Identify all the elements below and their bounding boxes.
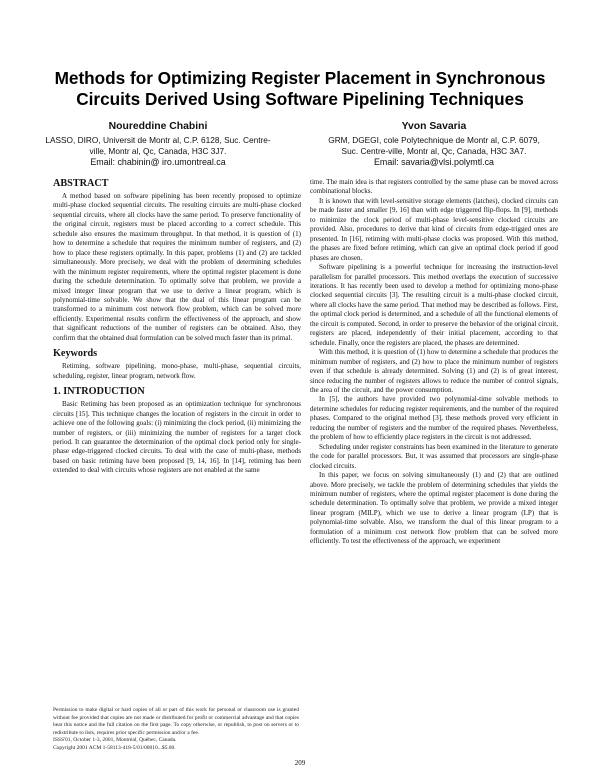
keywords-heading: Keywords (53, 348, 98, 360)
body-paragraph: Scheduling under register constraints has been examined in the literature to generate the code for parallel processors. But, it was assumed that processors are single-phase clocked circuits. (310, 442, 558, 470)
introduction-heading: 1. INTRODUCTION (53, 386, 145, 398)
paper-title (40, 68, 560, 110)
abstract-heading: ABSTRACT (53, 178, 109, 189)
page-number: 209 (294, 759, 306, 767)
body-paragraph: It is known that with level-sensitive storage elements (latches), clocked circuits can be made faster and smaller [9, 16] than with edge triggered flip-flops. In [9], methods to minimize the clock period of multi-phase level-sensitive clocked circuits are provided. Also, procedures to derive that kind of circuits from edge-trigged ones are presented. In [16], retiming with multi-phase clocks was proposed. With this method, the phases are fixed before retiming, which can give an optimal clock period if good phases are chosen. (310, 196, 558, 262)
author-email: Email: chabinin@ iro.umontreal.ca (90, 157, 226, 167)
affiliation-line: LASSO, DIRO, Universit de Montr al, C.P. 6128, Suc. Centre- (45, 135, 271, 145)
author-name: Yvon Savaria (401, 121, 467, 132)
left-column (53, 178, 301, 476)
affiliation-line: GRM, DGEGI, cole Polytechnique de Montr al, C.P. 6079, (328, 135, 540, 145)
introduction-text: Basic Retiming has been proposed as an optimization technique for synchronous circuits [15]. This technique changes the location of registers in the circuit in order to achieve one of the following goals: (i) minimizing the clock period, (ii) minimizing the number of registers, or (iii) minimizing the number of registers for a target clock period. It can guarantee the determination of the optimal clock period only for single-phase edge-triggered clocked circuits. To deal with the case of multi-phase, methods based on basic retiming have been proposed [9, 14, 16]. In [14], retiming has been extended to deal with circuits whose registers are not enabled at the same (53, 400, 301, 475)
body-paragraph: In this paper, we focus on solving simultaneously (1) and (2) that are outlined above. More precisely, we tackle the problem of determining schedules that yields the minimum number of registers, where the optimal register placement is done during the schedule determination. To optimally solve that problem, we provide a mixed integer linear program (MILP), which we use to derive a linear program (LP) that is polynomial-time solvable. Also, we transform the dual of this linear program to a formulation of a minimum cost network flow problem that can be solved more efficiently. To test the effectiveness of the approach, we experiment (310, 471, 558, 546)
copyright-line: Copyright 2001 ACM 1-58113-418-5/01/00010...$5.00. (53, 744, 176, 751)
author-block-1 (28, 120, 288, 168)
body-paragraph: In [5], the authors have provided two polynomial-time solvable methods to determine schedules for reducing register requirements, and the number of the required phases. Compared to the original method [3], these methods proved very efficient in reducing the number of registers and the number of the required phases. Nevertheless, the problem of how to efficiently place registers in the circuit is not addressed. (310, 395, 558, 442)
body-paragraph: With this method, it is question of (1) how to determine a schedule that produces the minimum number of registers, and (2) how to place the minimum number of registers even if that schedule is already determined. Solving (1) and (2) is of great interest, since reducing the number of registers allows to reduce the number of control signals, the area of the circuit, and the power consumption. (310, 348, 558, 394)
keywords-text: Retiming, software pipelining, mono-phase, multi-phase, sequential circuits, scheduling, register, linear program, network flow. (53, 362, 301, 380)
body-paragraph: time. The main idea is that registers controlled by the same phase can be moved across combinational blocks. (310, 178, 558, 196)
author-affiliation (304, 135, 564, 156)
permission-notice (53, 707, 299, 753)
author-email: Email: savaria@vlsi.polymtl.ca (374, 157, 494, 167)
right-column (310, 178, 558, 547)
permission-text: Permission to make digital or hard copies of all or part of this work for personal or classroom use is granted without fee provided that copies are not made or distributed for profit or commercial advantage and that copies bear this notice and the full citation on the first page. To copy otherwise, or republish, to post on servers or to redistribute to lists, requires prior specific permission and/or a fee. (53, 707, 299, 736)
author-name: Noureddine Chabini (108, 121, 208, 132)
affiliation-line: ville, Montr al, Qc, Canada, H3C 3J7. (89, 145, 227, 156)
title-line-2: Circuits Derived Using Software Pipelining Techniques (76, 89, 524, 109)
author-block-2 (304, 120, 564, 168)
body-paragraph: Software pipelining is a powerful technique for increasing the instruction-level parallelism for parallel processors. This method overlaps the execution of successive iterations. It has recently been used to develop a method for optimizing mono-phase clocked sequential circuits [3]. The resulting circuit is a multi-phase clocked circuit, where all clocks have the same period. That method may be described as follows. First, the optimal clock period is determined, and a schedule of all the functional elements of the circuit is computed. Second, in order to preserve the behavior of the original circuit, registers are placed, independently of their initial placement, according to that schedule. Finally, once the registers are placed, the phases are determined. (310, 263, 558, 347)
affiliation-line: Suc. Centre-ville, Montr al, Qc, Canada, H3C 3A7. (341, 145, 527, 156)
author-affiliation (28, 135, 288, 156)
conference-line: ISSS'01, October 1-3, 2001, Montréal, Québec, Canada. (53, 737, 177, 744)
title-line-1: Methods for Optimizing Register Placement in Synchronous (54, 68, 546, 88)
abstract-text: A method based on software pipelining has been recently proposed to optimize multi-phase clocked sequential circuits. The resulting circuits are multi-phase clocked sequential circuits, where all clocks have the same period. To preserve functionality of the original circuit, registers must be placed according to a correct schedule. This schedule also ensures the maximum throughput. In that method, it is question of (1) how to determine a schedule that requires the minimum number of registers, and (2) how to place these registers optimally. In this paper, problems (1) and (2) are tackled simultaneously. More precisely, we deal with the problem of determining schedules with the minimum register requirements, where the optimal register placement is done during the schedule determination. To optimally solve that problem, we provide a mixed integer linear program that we use to derive a linear program, which is polynomial-time solvable. We show that the dual of this linear program can be transformed to a minimum cost network flow problem, which can be solved more efficiently. Experimental results confirm the effectiveness of the approach, and show that significant reductions of the number of registers can be obtained. Also, they confirm that the obtained dual formulation can be solved much faster than its primal. (53, 192, 301, 342)
